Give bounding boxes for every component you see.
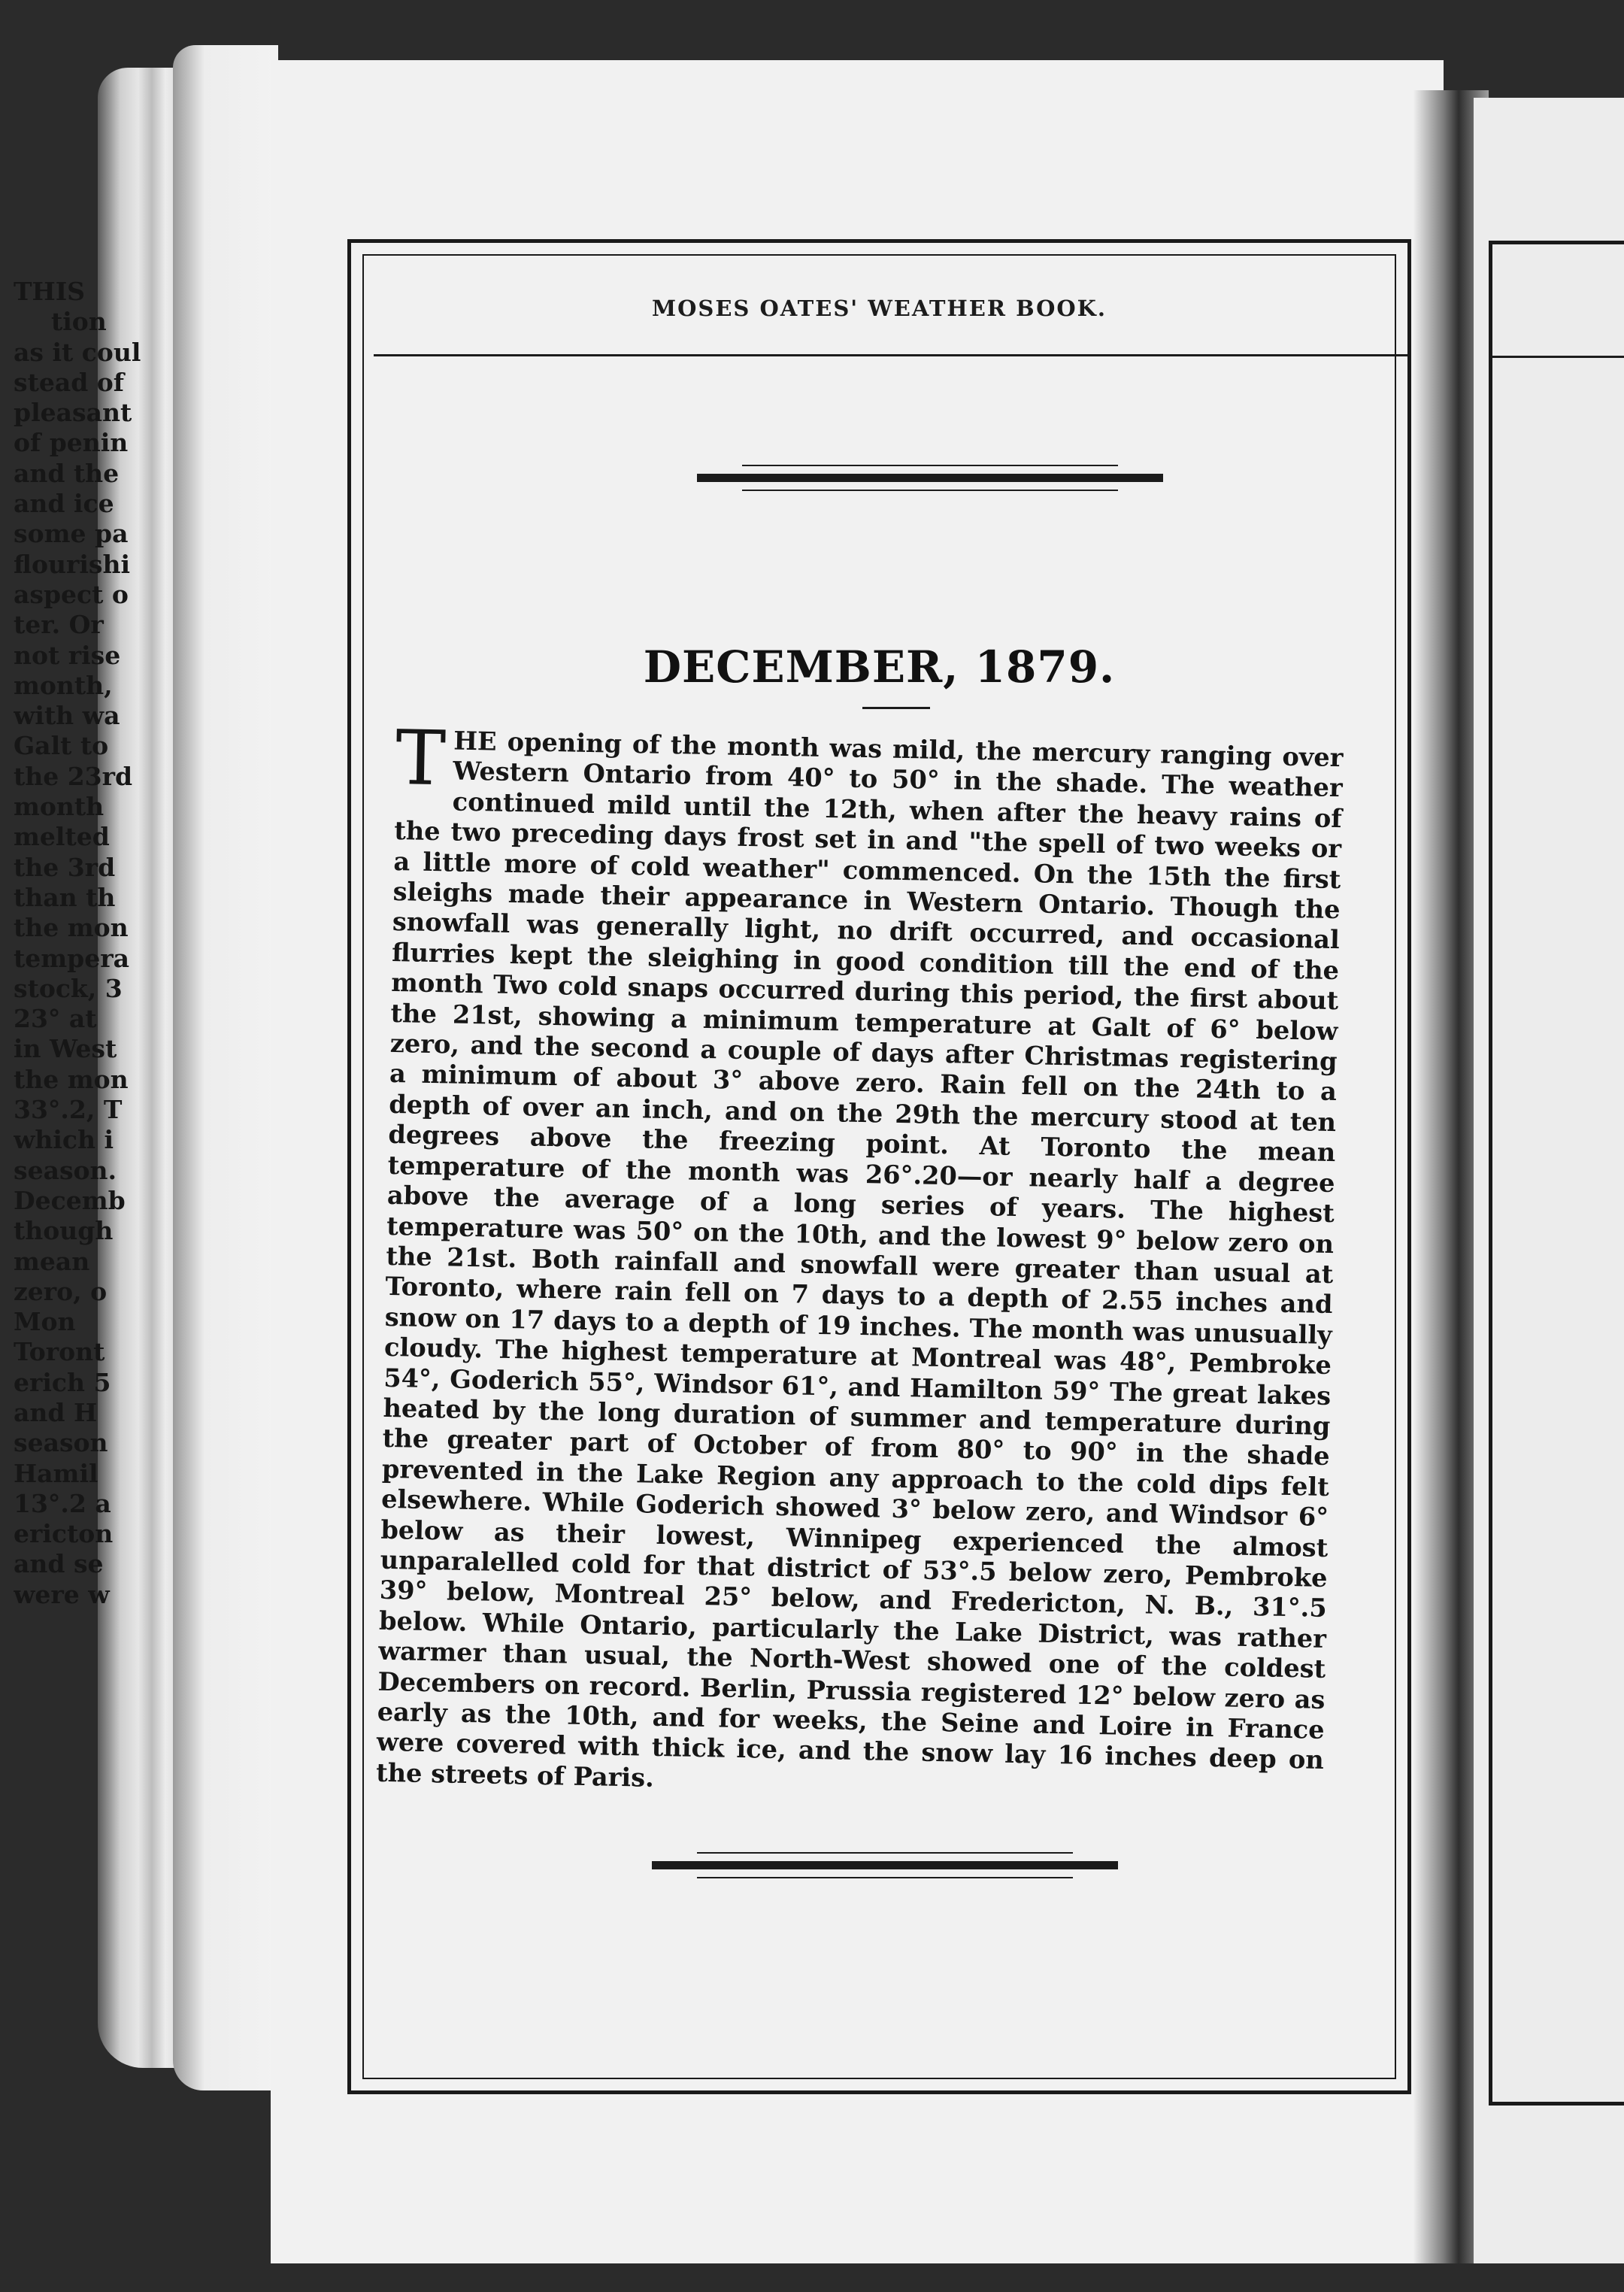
facing-page-line: than th [14,882,116,912]
facing-page-line: of penin [14,428,129,458]
facing-page-line: the mon [14,913,129,943]
page-border [347,239,1411,2094]
facing-page-line: Toront [14,1337,105,1367]
facing-page-line: melted [14,822,110,852]
facing-page-line: though [14,1216,114,1246]
running-head-rule [374,354,1407,356]
page-title: DECEMBER, 1879. [643,641,1116,693]
facing-page-line: ter. Or [14,610,104,640]
facing-page-line: not rise [14,640,121,670]
facing-page-line: mean [14,1246,90,1276]
drop-cap: T [395,714,447,803]
facing-page-line: tion [51,307,107,337]
facing-page-line: ericton [14,1519,114,1549]
facing-page-line: the mon [14,1064,129,1094]
facing-page-text [14,277,141,1610]
article-text [375,714,1344,1805]
facing-page-line: 33°.2, T [14,1095,123,1125]
facing-page-line: Decemb [14,1185,126,1215]
facing-page-line: zero, o [14,1276,108,1306]
facing-page-line: erich 5 [14,1367,111,1397]
facing-page-line: and se [14,1549,104,1579]
facing-page-line: month [14,792,105,822]
facing-page-line: Mon [14,1307,76,1337]
facing-page-line: and the [14,458,120,488]
facing-head-rule [1492,356,1624,358]
facing-page-line: with wa [14,701,120,731]
facing-page-line: as it coul [14,337,141,367]
book-page-edges [173,45,278,2090]
facing-page-line: stock, 3 [14,973,123,1003]
facing-page-line: were w [14,1579,110,1609]
article-body: HE opening of the month was mild, the mercury ranging over Western Ontario from 40° to 50° in the shade. The weather continued mild until the 12th, when after the heavy rains of the two preceding days frost set in and "the spell of two weeks or a little more of cold weather" commenced. On the 15th the first sleighs made their appearance in Western Ontario. Though the snowfall was generally light, no drift occurred, and occasional flurries kept the sleighing in good condition till the end of the month Two cold snaps occurred during this period, the first about the 21st, showing a minimum temperature at Galt of 6° below zero, and the second a couple of days after Christmas registering a minimum of about 3° above zero. Rain fell on the 24th to a depth of over an inch, and on the 29th the mercury stood at ten degrees above the freezing point. At Toronto the mean temperature of the month was 26°.20—or nearly half a degree above the average of a long series of years. The highest temperature was 50° on the 10th, and the lowest 9° below zero on the 21st. Both rainfall and snowfall were greater than usual at Toronto, where rain fell on 7 days to a depth of 2.55 inches and snow on 17 days to a depth of 19 inches. The month was unusually cloudy. The highest temperature at Montreal was 48°, Pembroke 54°, Goderich 55°, Windsor 61°, and Hamilton 59° The great lakes heated by the long duration of summer and temperature during the greater part of October of from 80° to 90° in the shade prevented in the Lake Region any approach to the cold dips felt elsewhere. While Goderich showed 3° below zero, and Windsor 6° below as their lowest, Winnipeg experienced the almost unparalelled cold for that district of 53°.5 below zero, Pembroke 39° below, Montreal 25° below, and Fredericton, N. B., 31°.5 below. While Ontario, particularly the Lake District, was rather warmer than usual, the North-West showed one of the coldest Decembers on record. Berlin, Prussia registered 12° below zero as early as the 10th, and for weeks, the Seine and Loire in France were covered with thick ice, and the snow lay 16 inches deep on the streets of Paris. [375,725,1344,1793]
facing-page-border [1489,241,1624,2106]
bottom-ornament-rule [652,1852,1118,1878]
facing-page-line: pleasant [14,398,132,428]
facing-page-line: 23° at [14,1004,97,1034]
running-head: MOSES OATES' WEATHER BOOK. [652,296,1107,321]
facing-page-line: month, [14,670,113,700]
facing-page-line: flourishi [14,549,131,579]
facing-page-line: season. [14,1155,117,1185]
title-rule [862,707,930,709]
facing-page-line: stead of [14,367,124,397]
facing-page-line: and ice [14,489,114,519]
facing-page-line: 13°.2 a [14,1488,111,1518]
facing-page-line: season [14,1428,108,1458]
facing-page-line: Galt to [14,731,109,761]
facing-page-line: the 3rd [14,852,116,882]
facing-page-line: the 23rd [14,761,133,791]
facing-page-line: THIS [14,277,86,306]
facing-page-line: in West [14,1034,117,1064]
facing-page-line: Hamil [14,1458,98,1488]
facing-page-line: and H [14,1397,98,1427]
top-ornament-rule [697,465,1163,491]
facing-page-line: tempera [14,943,129,973]
facing-page-line: which i [14,1125,114,1155]
facing-page-line: some pa [14,519,129,549]
facing-page-line: aspect o [14,579,129,609]
